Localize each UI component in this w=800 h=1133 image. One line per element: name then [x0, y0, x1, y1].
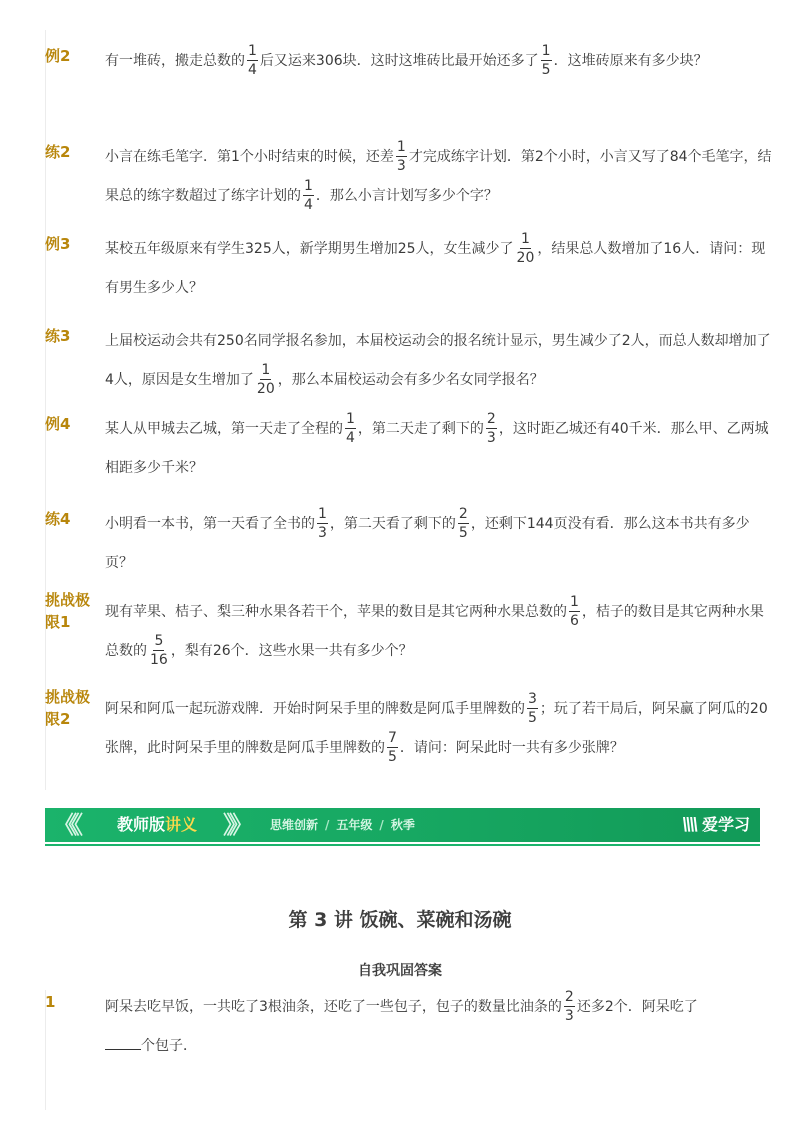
answer-blank[interactable] [105, 1033, 141, 1050]
header-banner [45, 808, 760, 842]
banner-title: 教师版讲义 [117, 815, 198, 834]
answer-label: 1 [45, 993, 56, 1011]
problem-label: 例3 [45, 235, 71, 253]
fraction: $\frac{2}{3}$ [486, 410, 496, 446]
brand-logo-icon: \\\\ [681, 814, 696, 835]
chevron-right-icon: 》》 [223, 811, 247, 839]
fraction: $\frac{2}{3}$ [564, 988, 574, 1024]
fraction: $\frac{1}{4}$ [304, 177, 313, 213]
answer-item [45, 988, 775, 1066]
fraction: $\frac{1}{3}$ [318, 505, 327, 541]
problem-label: 挑战极限2 [45, 688, 91, 728]
section-title: 自我巩固答案 [358, 963, 442, 979]
problem-text: 某人从甲城去乙城，第一天走了全程的 $\frac{1}{4}$ ，第二天走了剩下的 $\frac{2}{3}$ ，这时距乙城还有40千米．那么甲、乙两城相距多少千米？ [105, 410, 769, 476]
fraction: $\frac{1}{4}$ [346, 410, 355, 446]
fraction: $\frac{1}{20}$ [516, 230, 535, 266]
problem-text: 某校五年级原来有学生325人，新学期男生增加25人，女生减少了 $\frac{1}{20}$ ，结果总人数增加了16人．请问：现有男生多少人？ [105, 230, 766, 296]
problem-text: 现有苹果、桔子、梨三种水果各若干个，苹果的数目是其它两种水果总数的 $\frac{1}{6}$ ，桔子的数目是其它两种水果总数的 $\frac{5}{16}$ ，梨有26个．这些水果一共有多少个？ [105, 593, 764, 668]
problem-label: 挑战极限1 [45, 591, 91, 631]
fraction: $\frac{5}{16}$ [150, 632, 168, 668]
lecture-title: 第 3 讲 饭碗、菜碗和汤碗 [288, 909, 512, 931]
fraction: $\frac{1}{3}$ [396, 138, 406, 174]
chevron-left-icon: 《《 [53, 811, 77, 839]
problem-item [45, 410, 775, 488]
problem-label: 例2 [45, 47, 71, 65]
fraction: $\frac{1}{5}$ [541, 42, 551, 78]
problem-text: 小明看一本书，第一天看了全书的 $\frac{1}{3}$ ，第二天看了剩下的 $\frac{2}{5}$ ，还剩下144页没有看．那么这本书共有多少页？ [105, 505, 750, 571]
problem-item [45, 690, 775, 768]
fraction: $\frac{2}{5}$ [458, 505, 468, 541]
problem-item [45, 322, 775, 400]
problem-item [45, 593, 775, 671]
problem-text: 上届校运动会共有250名同学报名参加，本届校运动会的报名统计显示，男生减少了2人，而总人数却增加了4人，原因是女生增加了 $\frac{1}{20}$ ，那么本届校运动会有多少名女同学报名？ [105, 333, 771, 397]
answer-text: 阿呆去吃早饭，一共吃了3根油条，还吃了一些包子，包子的数量比油条的 $\frac{2}{3}$ 还多2个．阿呆吃了 个包子． [105, 988, 698, 1054]
problem-item [45, 42, 775, 81]
problem-text: 阿呆和阿瓜一起玩游戏牌．开始时阿呆手里的牌数是阿瓜手里牌数的 $\frac{3}{5}$ ；玩了若干局后，阿呆赢了阿瓜的20张牌，此时阿呆手里的牌数是阿瓜手里牌数的 $\frac{7}{5}$ ．请问：阿呆此时一共有多少张牌？ [105, 690, 768, 765]
banner-underline [45, 844, 760, 846]
problem-label: 练3 [45, 327, 71, 345]
fraction: $\frac{3}{5}$ [528, 690, 537, 726]
brand-logo: \\\\ 爱学习 [681, 814, 750, 835]
problem-item [45, 138, 775, 216]
problem-item [45, 505, 775, 583]
fraction: $\frac{7}{5}$ [388, 729, 397, 765]
problem-label: 例4 [45, 415, 71, 433]
problem-text: 有一堆砖，搬走总数的 $\frac{1}{4}$ 后又运来306块．这时这堆砖比最开始还多了 $\frac{1}{5}$ ．这堆砖原来有多少块？ [105, 42, 708, 78]
problem-label: 练4 [45, 510, 71, 528]
problem-text: 小言在练毛笔字．第1个小时结束的时候，还差 $\frac{1}{3}$ 才完成练字计划．第2个小时，小言又写了84个毛笔字，结果总的练字数超过了练字计划的 $\frac{1}{4}$ ．那么小言计划写多少个字？ [105, 138, 772, 213]
problem-label: 练2 [45, 143, 71, 161]
banner-breadcrumb: 思维创新 / 五年级 / 秋季 [270, 818, 415, 832]
fraction: $\frac{1}{4}$ [248, 42, 257, 78]
fraction: $\frac{1}{20}$ [256, 361, 275, 397]
problem-item [45, 230, 775, 308]
fraction: $\frac{1}{6}$ [570, 593, 579, 629]
